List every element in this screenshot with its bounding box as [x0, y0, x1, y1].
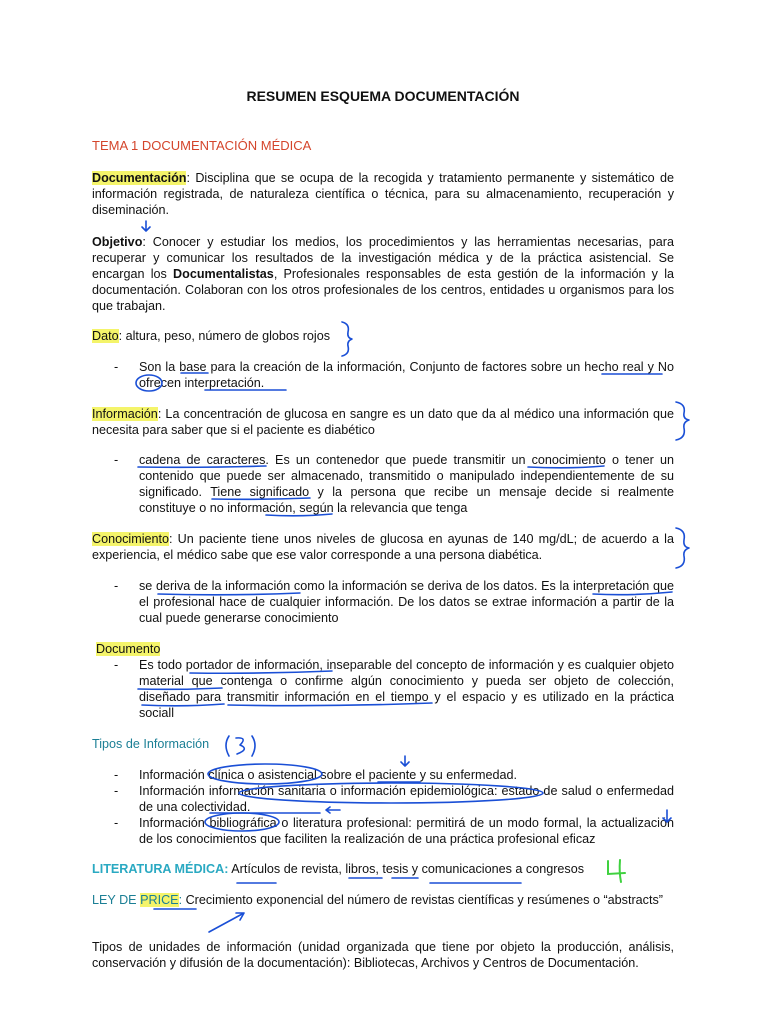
- documentacion-term: Documentación: [92, 171, 187, 185]
- down-arrow-icon: [142, 221, 150, 231]
- tipos-item-2: - Información información sanitaria o información epidemiológica: estado de salud o enfermedad de una colectividad.: [114, 784, 674, 814]
- price-paragraph: [92, 892, 674, 908]
- tipos-item-1: - Información clínica o asistencial sobre el paciente y su enfermedad.: [114, 767, 674, 783]
- tipos-item-3: - Información bibliográfica o literatura profesional: permitirá de un modo formal, la actualización de los conocimientos que faciliten la realización de una práctica profesional eficaz: [114, 816, 674, 846]
- brace-icon: [676, 402, 689, 440]
- informacion-paragraph: [92, 406, 674, 438]
- dato-bullet-text: Son la base para la creación de la información, Conjunto de factores sobre un hecho real y No ofrecen interpretación.: [139, 360, 674, 390]
- unidades-paragraph: Tipos de unidades de información (unidad organizada que tiene por objeto la producción, análisis, conservación y difusión de la documentación): Bibliotecas, Archivos y Centros de Documentación.: [92, 940, 674, 970]
- objetivo-paragraph: [92, 234, 674, 314]
- documentacion-text: : Disciplina que se ocupa de la recogida y tratamiento permanente y sistemático de información registrada, de naturaleza científica o técnica, para su almacenamiento, recuperación y diseminación.: [92, 171, 674, 217]
- objetivo-text2: , Profesionales responsables de esta gestión de la información y la documentación. Colaboran con los otros profesionales de los centros, entidades u organismos para los que trabajan.: [92, 267, 674, 313]
- dato-paragraph: [92, 328, 674, 344]
- informacion-bullet: - cadena de caracteres. Es un contenedor que puede transmitir un conocimiento o tener un contenido que puede ser almacenado, transmitido o manipulado independientemente de su significado. Tiene significado y la persona que recibe un mensaje decide si realmente constituye o no información, según la relevancia que tenga: [114, 453, 674, 515]
- diagonal-arrow-icon: [209, 913, 244, 932]
- literatura-term: LITERATURA MÉDICA:: [92, 862, 229, 876]
- documento-bullet: - Es todo portador de información, inseparable del concepto de información y es cualquier objeto material que contenga o confirme algún conocimiento y pueda ser objeto de colección, diseñado para transmitir información en el tiempo y el espacio y es utilizado en la práctica sociall: [114, 658, 674, 720]
- documento-heading: [96, 641, 678, 657]
- objetivo-text1: : Conocer y estudiar los medios, los procedimientos y las herramientas necesarias, para recuperar y comunicar los resultados de la investigación médica y de la práctica asistencial. Se encargan los: [92, 235, 674, 281]
- price-text: Crecimiento exponencial del número de revistas científicas y resúmenes o “abstracts”: [182, 893, 663, 907]
- informacion-bullet-text: cadena de caracteres. Es un contenedor que puede transmitir un conocimiento o tener un contenido que puede ser almacenado, transmitido o manipulado independientemente de su significado. Tiene significado y la persona que recibe un mensaje decide si realmente constituye o no información, según la relevancia que tenga: [139, 453, 674, 515]
- documentalistas-term: Documentalistas: [173, 267, 274, 281]
- tipos-item-text: Información clínica o asistencial sobre el paciente y su enfermedad.: [139, 768, 518, 782]
- conocimiento-term: Conocimiento: [92, 532, 170, 546]
- conocimiento-text: : Un paciente tiene unos niveles de glucosa en ayunas de 140 mg/dL; de acuerdo a la experiencia, el médico sabe que ese valor corresponde a una persona diabética.: [92, 532, 674, 562]
- ley-de-term: LEY DE: [92, 893, 141, 907]
- documento-bullet-text: Es todo portador de información, inseparable del concepto de información y es cualquier objeto material que contenga o confirme algún conocimiento y pueda ser objeto de colección, diseñado para transmitir información en el tiempo y el espacio y es utilizado en la práctica sociall: [139, 658, 674, 720]
- price-colon: :: [178, 893, 183, 907]
- brace-icon: [676, 528, 689, 568]
- literatura-text: Artículos de revista, libros, tesis y comunicaciones a congresos: [228, 862, 585, 876]
- informacion-term: Información: [92, 407, 158, 421]
- page-title: RESUMEN ESQUEMA DOCUMENTACIÓN: [246, 88, 520, 104]
- objetivo-term: Objetivo: [92, 235, 143, 249]
- literatura-paragraph: [92, 861, 674, 877]
- documentacion-paragraph: [92, 170, 674, 218]
- dato-bullet: - Son la base para la creación de la información, Conjunto de factores sobre un hecho real y No ofrecen interpretación.: [114, 360, 674, 390]
- conocimiento-paragraph: [92, 531, 674, 563]
- tema1-heading: TEMA 1 DOCUMENTACIÓN MÉDICA: [92, 138, 312, 153]
- dato-text: : altura, peso, número de globos rojos: [118, 329, 331, 343]
- price-term: PRICE: [140, 893, 179, 907]
- informacion-text: : La concentración de glucosa en sangre es un dato que da al médico una información que necesita para saber que si el paciente es diabético: [92, 407, 674, 437]
- down-arrow-icon: [401, 756, 409, 766]
- documento-term: Documento: [96, 642, 161, 656]
- tipos-item-text: Información información sanitaria o información epidemiológica: estado de salud o enfermedad de una colectividad.: [139, 784, 674, 814]
- tipos-item-text: Información bibliográfica o literatura profesional: permitirá de un modo formal, la actualización de los conocimientos que faciliten la realización de una práctica profesional eficaz: [139, 816, 674, 846]
- conocimiento-bullet-text: se deriva de la información como la información se deriva de los datos. Es la interpretación que el profesional hace de cualquier información. De los datos se extrae información a partir de la cual puede generarse conocimiento: [139, 579, 674, 625]
- conocimiento-bullet: - se deriva de la información como la información se deriva de los datos. Es la interpretación que el profesional hace de cualquier información. De los datos se extrae información a partir de la cual puede generarse conocimiento: [114, 579, 674, 625]
- dato-term: Dato: [92, 329, 119, 343]
- tipos-heading: Tipos de Información: [92, 737, 210, 751]
